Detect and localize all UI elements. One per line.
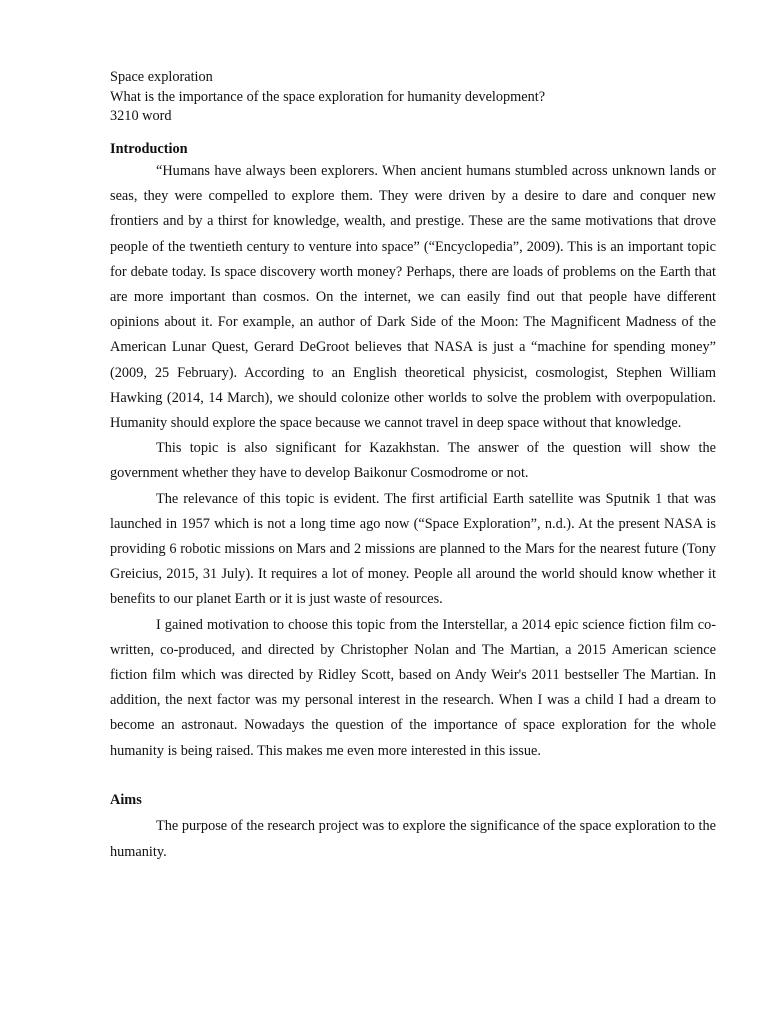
introduction-heading: Introduction <box>110 140 188 157</box>
introduction-paragraph-2: This topic is also significant for Kazakhstan. The answer of the question will show the government whether they have to develop Baikonur Cosmodrome or not. <box>110 440 716 482</box>
aims-heading: Aims <box>110 791 142 808</box>
introduction-paragraph-4: I gained motivation to choose this topic from the Interstellar, a 2014 epic science fiction film co-written, co-produced, and directed by Christopher Nolan and The Martian, a 2015 American science fiction film which was directed by Ridley Scott, based on Andy Weir's 2011 bestseller The Martian. In addition, the next factor was my personal interest in the research. When I was a child I had a dream to become an astronaut. Nowadays the question of the importance of space exploration for the whole humanity is being raised. This makes me even more interested in this issue. <box>110 616 716 759</box>
document-word-count: 3210 word <box>110 108 172 124</box>
introduction-paragraph-3: The relevance of this topic is evident. The first artificial Earth satellite was Sputnik 1 that was launched in 1957 which is not a long time ago now (“Space Exploration”, n.d.). At the present NASA is providing 6 robotic missions on Mars and 2 missions are planned to the Mars for the nearest future (Tony Greicius, 2015, 31 July). It requires a lot of money. People all around the world should know whether it benefits to our planet Earth or it is just waste of resources. <box>110 490 716 608</box>
document-question: What is the importance of the space exploration for humanity development? <box>110 88 546 105</box>
aims-paragraph-1: The purpose of the research project was to explore the significance of the space exploration to the humanity. <box>110 818 716 860</box>
introduction-paragraph-1: “Humans have always been explorers. When ancient humans stumbled across unknown lands or seas, they were compelled to explore them. They were driven by a desire to dare and conquer new frontiers and by a thirst for knowledge, wealth, and prestige. These are the same motivations that drove people of the twentieth century to venture into space” (“Encyclopedia”, 2009). This is an important topic for debate today. Is space discovery worth money? Perhaps, there are loads of problems on the Earth that are more important than cosmos. On the internet, we can easily find out that people have different opinions about it. For example, an author of Dark Side of the Moon: The Magnificent Madness of the American Lunar Quest, Gerard DeGroot believes that NASA is just a “machine for spending money” (2009, 25 February). According to an English theoretical physicist, cosmologist, Stephen William Hawking (2014, 14 March), we should colonize other worlds to solve the problem with overpopulation. Humanity should explore the space because we cannot travel in deep space without that knowledge. <box>110 163 716 432</box>
document-subject: Space exploration <box>110 69 213 85</box>
document-page <box>110 68 716 865</box>
